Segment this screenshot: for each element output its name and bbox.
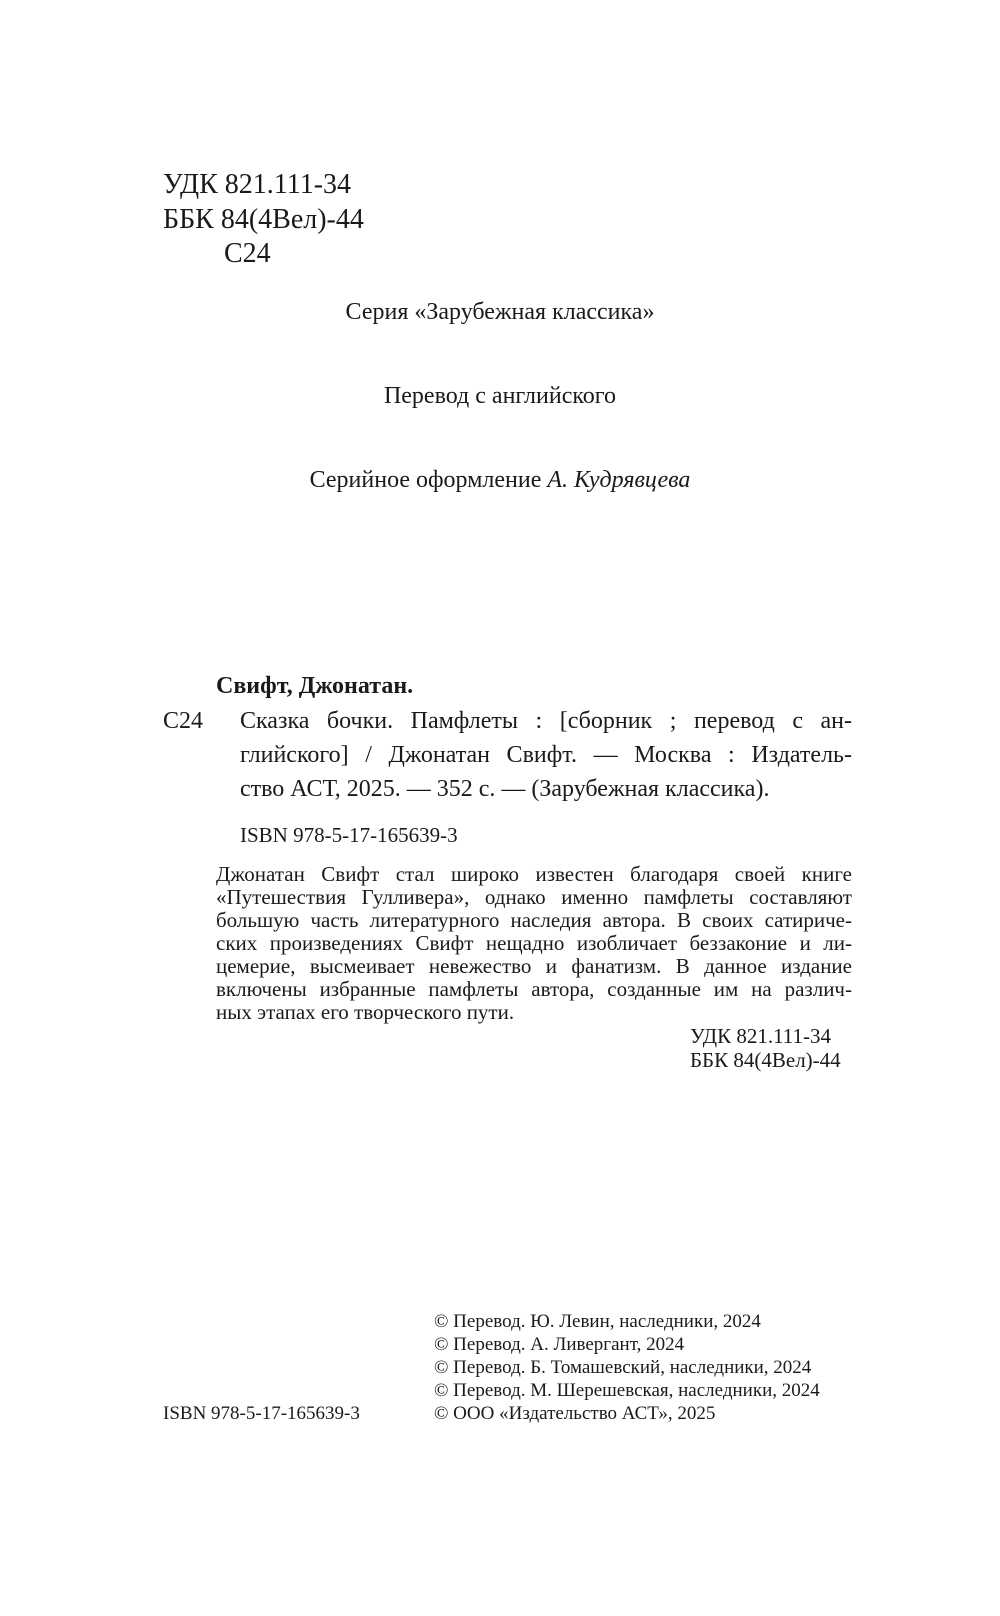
annotation-line: Джонатан Свифт стал широко известен благодаря своей книге xyxy=(216,862,852,886)
copyright-line: © Перевод. Б. Томашевский, наследники, 2024 xyxy=(434,1357,812,1378)
catalog-mark: С24 xyxy=(163,708,204,734)
header-udk: УДК 821.111-34 xyxy=(163,169,352,200)
design-designer: А. Кудрявцева xyxy=(547,467,691,493)
catalog-bbk: ББК 84(4Вел)-44 xyxy=(690,1048,841,1072)
annotation-line: включены избранные памфлеты автора, созданные им на различ- xyxy=(216,977,852,1001)
header-author-mark: С24 xyxy=(224,238,271,269)
footer-isbn: ISBN 978-5-17-165639-3 xyxy=(163,1403,360,1424)
catalog-description-line: глийского] / Джонатан Свифт. — Москва : Издатель- xyxy=(240,742,852,768)
annotation-line: «Путешествия Гулливера», однако именно памфлеты составляют xyxy=(216,885,852,909)
annotation-line: большую часть литературного наследия автора. В своих сатириче- xyxy=(216,908,852,932)
catalog-description-line: Сказка бочки. Памфлеты : [сборник ; перевод с ан- xyxy=(240,708,852,734)
annotation-line: ских произведениях Свифт нещадно изобличает беззаконие и ли- xyxy=(216,931,852,955)
annotation-line: ных этапах его творческого пути. xyxy=(216,1000,515,1024)
copyright-line: © ООО «Издательство АСТ», 2025 xyxy=(434,1403,716,1424)
design-credit xyxy=(0,465,1000,495)
copyright-line: © Перевод. А. Ливергант, 2024 xyxy=(434,1334,685,1355)
catalog-udk: УДК 821.111-34 xyxy=(690,1024,832,1048)
annotation-line: цемерие, высмеивает невежество и фанатизм. В данное издание xyxy=(216,954,852,978)
catalog-isbn: ISBN 978-5-17-165639-3 xyxy=(240,823,458,847)
design-label: Серийное оформление xyxy=(309,467,542,493)
translation-note: Перевод с английского xyxy=(383,383,617,409)
copyright-line: © Перевод. М. Шерешевская, наследники, 2024 xyxy=(434,1380,820,1401)
series-line: Серия «Зарубежная классика» xyxy=(345,299,655,325)
header-bbk: ББК 84(4Вел)-44 xyxy=(163,204,364,235)
catalog-author: Свифт, Джонатан. xyxy=(216,673,414,699)
copyright-line: © Перевод. Ю. Левин, наследники, 2024 xyxy=(434,1311,761,1332)
catalog-description-line: ство АСТ, 2025. — 352 с. — (Зарубежная классика). xyxy=(240,776,770,802)
